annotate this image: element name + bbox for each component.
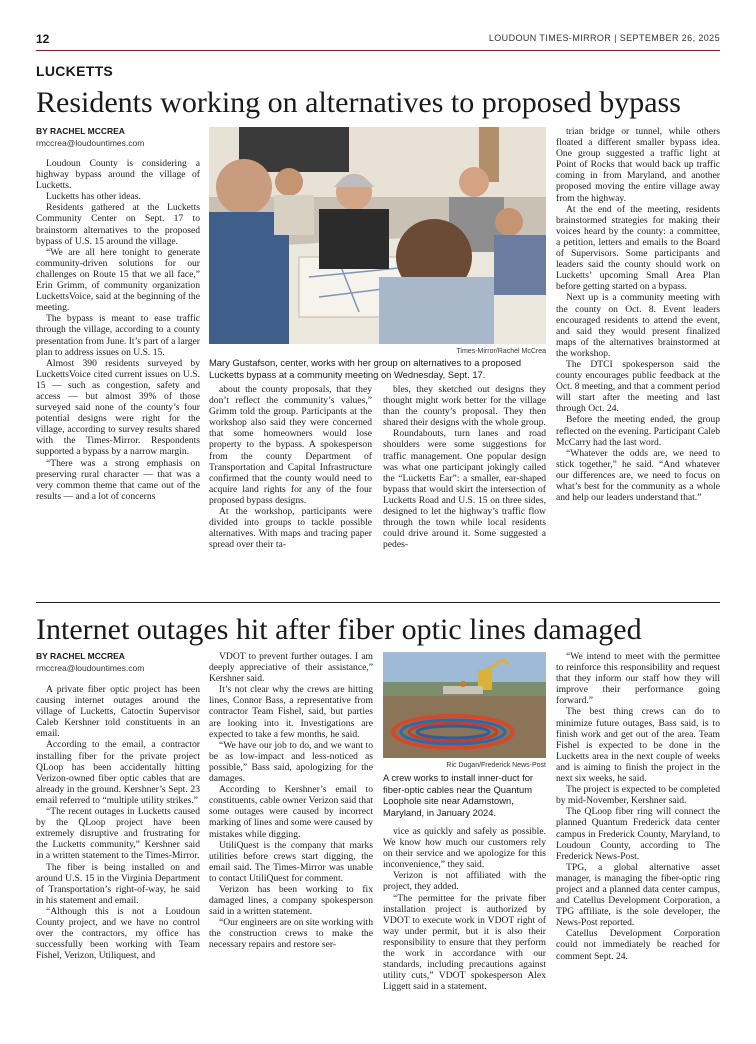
paragraph: “The recent outages in Lucketts caused by the QLoop project have been extremely disruptive and frustrating for the Lucketts community,” Kershner said in a written statement to the Times-Mirror. xyxy=(36,806,200,862)
paragraph: According to the email, a contractor installing fiber for the private project QLoop has been accidentally hitting Verizon-owned fiber optic cables that are already in the ground. Kershner’s Sept. 23 email referred to “multiple utility strikes.” xyxy=(36,739,200,806)
paragraph: Catellus Development Corporation could not immediately be reached for comment Sept. 24. xyxy=(556,928,720,962)
story2-email: rmccrea@loudountimes.com xyxy=(36,663,145,673)
paragraph: The fiber is being installed on and around U.S. 15 in the Virginia Department of Transportation’s right-of-way, he said in his statement and email. xyxy=(36,861,200,906)
page-header xyxy=(36,32,720,51)
meeting-photo-illustration xyxy=(209,127,546,344)
paragraph: Roundabouts, turn lanes and road shoulders were some suggestions for traffic management. One popular design was what one participant jokingly called the “Lucketts Ear”: a smaller, ear-shaped bypass that would skirt the intersection of Lucketts Road and U.S. 15 on three sides, designed to let the highway’s traffic flow through the town while local residents could drive around it. Some suggested a pedes- xyxy=(383,428,546,551)
story1-email: rmccrea@loudountimes.com xyxy=(36,138,145,148)
story2-column-2 xyxy=(209,651,373,1036)
paragraph: The DTCI spokesperson said the county encourages public feedback at the Oct. 8 meeting, and that a comment period will start after the meeting and last through Oct. 24. xyxy=(556,358,720,415)
story2-column-4 xyxy=(556,651,720,1036)
paragraph: The project is expected to be completed by mid-November, Kershner said. xyxy=(556,784,720,807)
paragraph: “The permittee for the private fiber installation project is authorized by VDOT to execute work in VDOT right of way under permit, but it is also their responsibility to ensure that they perform the work in accordance with our standards, including precautions against utility cuts,” VDOT spokesperson Alex Liggett said in a statement. xyxy=(383,892,546,993)
fiber-crew-photo-illustration xyxy=(383,652,546,758)
story-divider xyxy=(36,602,720,603)
story2-headline: Internet outages hit after fiber optic lines damaged xyxy=(36,613,642,646)
paragraph: Verizon has been working to fix damaged lines, a company spokesperson said in a written statement. xyxy=(209,883,373,918)
paragraph: VDOT to prevent further outages. I am deeply appreciative of their assistance,” Kershner said. xyxy=(209,651,373,685)
paragraph: “Our engineers are on site working with the construction crews to make the necessary repairs and restore ser- xyxy=(209,917,373,951)
paragraph: about the county proposals, that they don’t reflect the community’s values,” Grimm told the group. Participants at the workshop also said they were concerned that some homeowners would lose property to the bypass. A spokesperson from the county Department of Transportation and Capital Infrastructure confirmed that the county would need to acquire land rights for any of the four proposed bypass designs. xyxy=(209,384,372,506)
paragraph: “There was a strong emphasis on preserving rural character — that was a very common theme that came out of the results — and a lot of concerns xyxy=(36,457,200,502)
story2-column-3 xyxy=(383,826,546,1036)
paragraph: Lucketts has other ideas. xyxy=(46,191,141,203)
paragraph: “Although this is not a Loudoun County project, and we have no control over the contractors, my office has successfully been working with Team Fishel, Verizon, Utiliquest, and xyxy=(36,905,200,962)
story1-column-3 xyxy=(383,384,546,590)
paragraph: Before the meeting ended, the group reflected on the evening. Participant Caleb McCarry had the last word. xyxy=(556,414,720,448)
paragraph: Residents gathered at the Lucketts Community Center on Sept. 17 to brainstorm alternatives to the proposed bypass of U.S. 15 around the village. xyxy=(36,202,200,247)
story2-photo xyxy=(383,652,546,758)
paragraph: “We are all here tonight to generate community-driven solutions for our challenges on Route 15 that we all face,” Erin Grimm, of community organization LuckettsVoice, said at the beginning of the meeting. xyxy=(36,246,200,314)
story1-column-2 xyxy=(209,384,372,590)
paragraph: bles, they sketched out designs they thought might work better for the village than the county’s proposal. They then shared their designs with the whole group. xyxy=(383,384,546,429)
masthead: LOUDOUN TIMES-MIRROR | SEPTEMBER 26, 2025 xyxy=(488,33,720,43)
paragraph: “Whatever the odds are, we need to stick together,” he said. “And whatever our differences are, we need to focus on what’s best for the community as a whole and help our leaders understand that.” xyxy=(556,447,720,504)
page-number: 12 xyxy=(36,32,50,46)
paragraph: At the end of the meeting, residents brainstormed strategies for making their voices heard by the county: a committee, a petition, letters and emails to the Board of Supervisors. Some participants and leaders said the county should work on Lucketts’ upcoming Small Area Plan before getting started on a bypass. xyxy=(556,203,720,293)
story2-photo-credit: Ric Dugan/Frederick News-Post xyxy=(446,762,546,769)
story1-column-1 xyxy=(36,158,200,590)
section-label: LUCKETTS xyxy=(36,63,114,79)
paragraph: “We have our job to do, and we want to be as low-impact and less-noticed as possible,” Bass said, apologizing for the damages. xyxy=(209,739,373,785)
story1-byline: BY RACHEL MCCREA xyxy=(36,126,125,136)
paragraph: It’s not clear why the crews are hitting lines, Connor Bass, a representative from contractor Team Fishel, said, but parties are looking into it. Investigations are expected to take a few months, he said. xyxy=(209,684,373,740)
paragraph: The best thing crews can do to minimize future outages, Bass said, is to finish work and get out of the area. Team Fishel is expected to be done in the Lucketts area in the next couple of weeks and is aiming to finish the project in the next six weeks, he said. xyxy=(556,706,720,785)
paragraph: A private fiber optic project has been causing internet outages around the village of Lucketts, Catoctin Supervisor Caleb Kershner told constituents in an email. xyxy=(36,684,200,740)
story2-byline: BY RACHEL MCCREA xyxy=(36,651,125,661)
story1-photo-credit: Times-Mirror/Rachel McCrea xyxy=(456,348,546,355)
paragraph: vice as quickly and safely as possible. We know how much our customers rely on their service and we apologize for this inconvenience,” they said. xyxy=(383,826,546,871)
paragraph: The QLoop fiber ring will connect the planned Quantum Frederick data center campus in Frederick County, Maryland, to Loudoun County, according to The Frederick News-Post. xyxy=(556,806,720,862)
paragraph: According to Kershner’s email to constituents, cable owner Verizon said that some outages were caused by incorrect marking of lines and some were caused by mistakes while digging. xyxy=(209,784,373,840)
paragraph: Loudoun County is considering a highway bypass around the village of Lucketts. xyxy=(36,158,200,192)
story1-caption: Mary Gustafson, center, works with her group on alternatives to a proposed Lucketts bypass at a community meeting on Wednesday, Sept. 17. xyxy=(209,357,522,380)
paragraph: TPG, a global alternative asset manager, is managing the fiber-optic ring project and a planned data center campus, and Catellus Development Corporation, a TPG affiliate, is the sole developer, the News-Post reported. xyxy=(556,861,720,929)
story1-column-4 xyxy=(556,126,720,590)
paragraph: Almost 390 residents surveyed by LuckettsVoice cited current issues on U.S. 15 — such as congestion, safety and access — but almost 39% of those surveyed said none of the county’s four potential designs were right for the village, according to survey results shared with the Times-Mirror. Respondents supported a bypass by a narrow margin. xyxy=(36,357,200,458)
paragraph: The bypass is meant to ease traffic through the village, according to a county presentation from June. It’s part of a larger plan to address issues on U.S. 15. xyxy=(36,313,200,358)
paragraph: Next up is a community meeting with the county on Oct. 8. Event leaders encouraged residents to attend the event, and said they would present finalized maps of the alternatives brainstormed at the workshop. xyxy=(556,292,720,359)
story1-photo xyxy=(209,127,546,344)
story2-column-1 xyxy=(36,684,200,1036)
paragraph: trian bridge or tunnel, while others floated a different smaller bypass idea. One group suggested a traffic light at Point of Rocks that would back up traffic coming in from Maryland, and another proposed moving the entire village away from the highway. xyxy=(556,126,720,204)
paragraph: At the workshop, participants were divided into groups to tackle possible alternatives. With maps and tracing paper spread over their ta- xyxy=(209,506,372,551)
story1-headline: Residents working on alternatives to proposed bypass xyxy=(36,86,681,119)
story2-caption: A crew works to install inner-duct for fiber-optic cables near the Quantum Loophole site near Adamstown, Maryland, in January 2024. xyxy=(383,772,534,818)
paragraph: UtiliQuest is the company that marks utilities before crews start digging, the email said. The Times-Mirror was unable to contact UtiliQuest for comment. xyxy=(209,839,373,884)
paragraph: Verizon is not affiliated with the project, they added. xyxy=(383,870,546,893)
paragraph: “We intend to meet with the permittee to reinforce this responsibility and request that they inform our staff how they will improve their performance going forward.” xyxy=(556,651,720,707)
